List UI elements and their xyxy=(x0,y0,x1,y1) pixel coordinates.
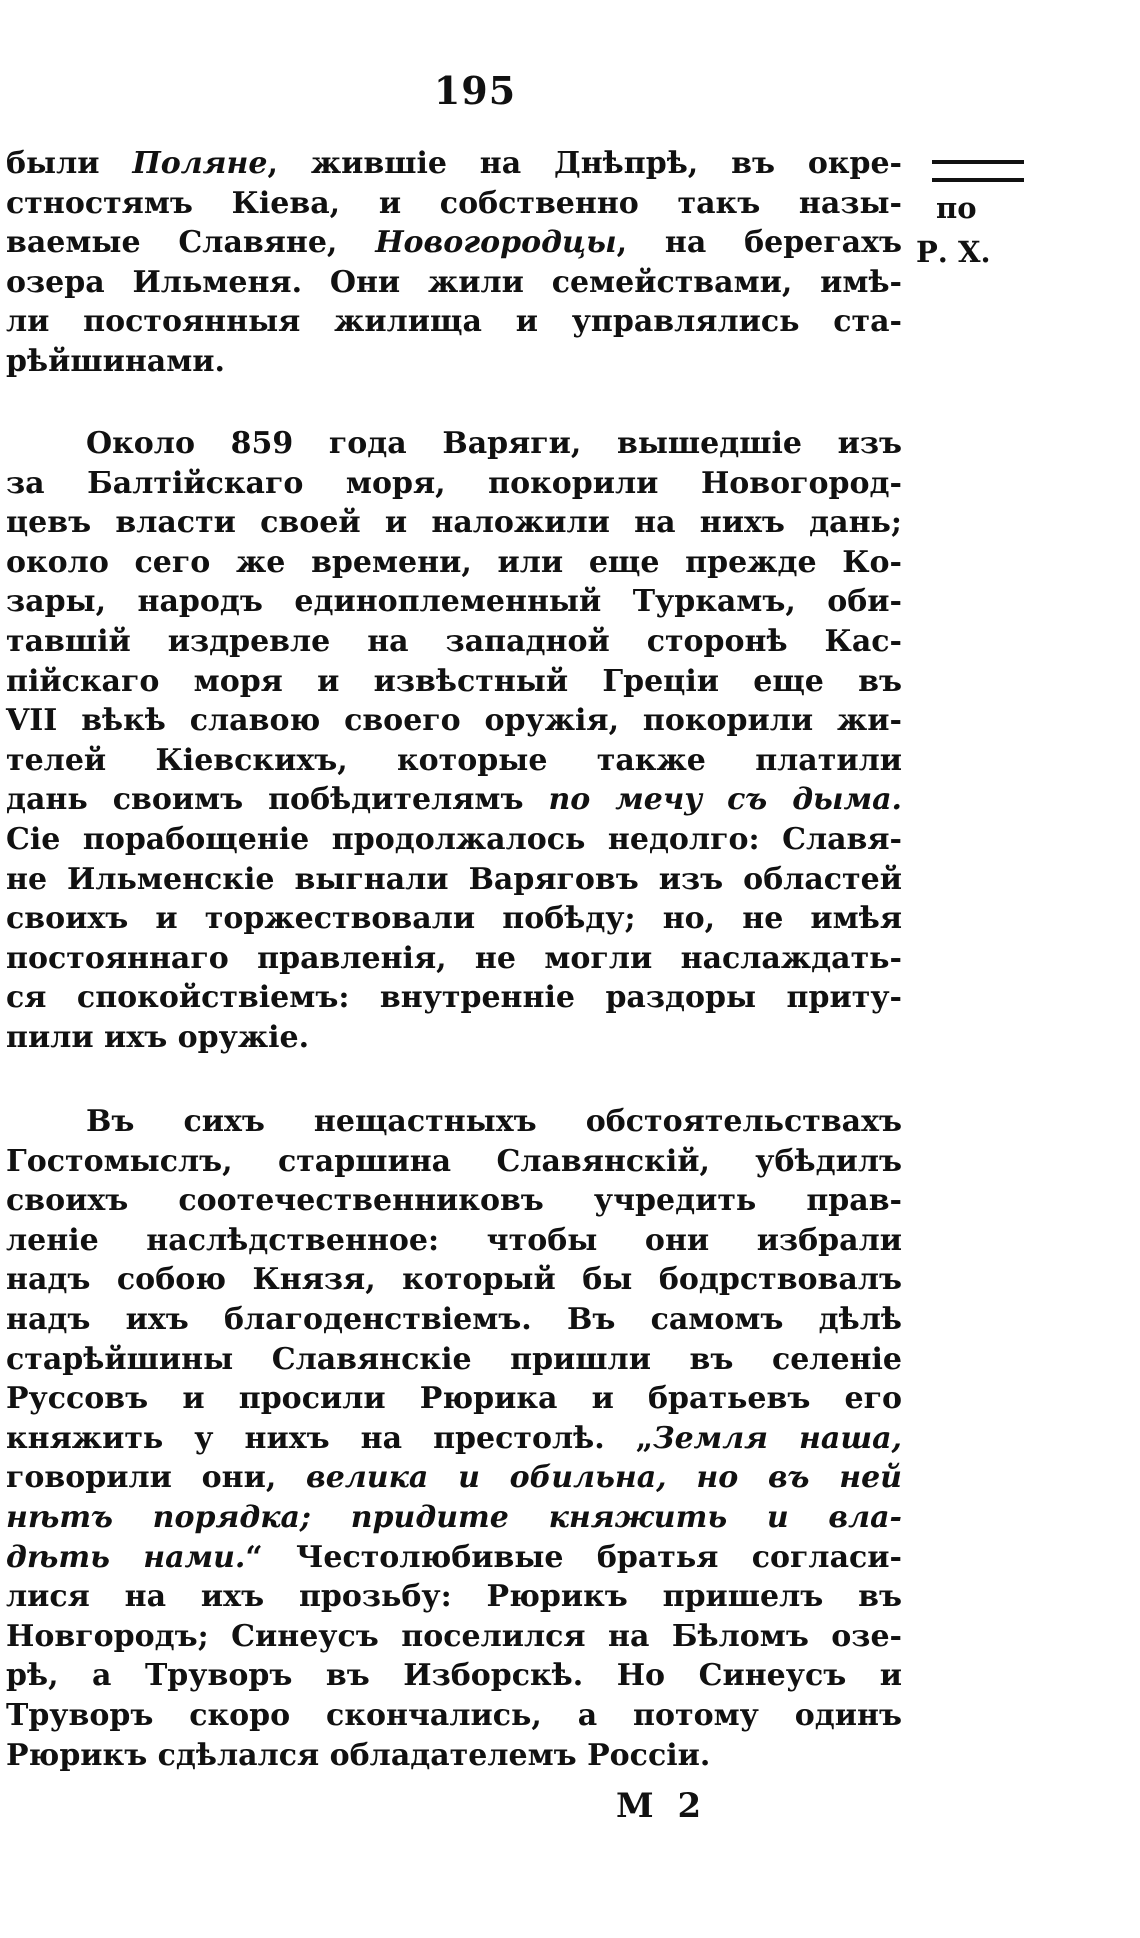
margin-rule xyxy=(932,160,1024,182)
italic-phrase: Земля наша, xyxy=(652,1420,902,1456)
text-run: VII вѣкѣ славою своего оружія, покорили жи- xyxy=(6,703,902,739)
text-line xyxy=(6,1419,902,1459)
text-run: цевъ власти своей и наложили на нихъ дань; xyxy=(6,505,902,541)
text-run: постояннаго правленія, не могли наслаждать- xyxy=(6,940,902,976)
text-run: ли постоянныя жилища и управлялись ста- xyxy=(6,304,902,340)
text-run: княжить у нихъ на престолѣ. „ xyxy=(6,1420,653,1456)
text-run: ваемые Славяне, xyxy=(6,225,376,261)
text-line xyxy=(6,1142,902,1182)
text-run: рѣ, а Труворъ въ Изборскѣ. Но Синеусъ и xyxy=(6,1658,902,1694)
text-line xyxy=(6,1300,902,1340)
text-run: стностямъ Кіева, и собственно такъ назы- xyxy=(6,185,902,221)
text-run: Новгородъ; Синеусъ поселился на Бѣломъ озе- xyxy=(6,1618,902,1654)
text-run: рѣйшинами. xyxy=(6,343,225,379)
text-run: говорили они, xyxy=(6,1460,307,1496)
text-line xyxy=(6,1736,902,1776)
text-run: лися на ихъ прозьбу: Рюрикъ пришелъ въ xyxy=(6,1579,902,1615)
text-line xyxy=(6,1458,902,1498)
italic-phrase: Новогородцы xyxy=(375,225,617,261)
text-run: леніе наслѣдственное: чтобы они избрали xyxy=(6,1222,902,1258)
text-run: около сего же времени, или еще прежде Ко- xyxy=(6,544,902,580)
text-run: Рюрикъ сдѣлался обладателемъ Россіи. xyxy=(6,1737,711,1773)
text-line xyxy=(6,302,902,342)
text-run: озера Ильменя. Они жили семействами, имѣ- xyxy=(6,264,902,300)
text-line xyxy=(6,1696,902,1736)
italic-phrase: по мечу съ дыма. xyxy=(548,782,902,818)
text-run: , жившіе на Днѣпрѣ, въ окре- xyxy=(267,146,903,181)
text-line xyxy=(6,1538,902,1578)
text-line xyxy=(6,1498,902,1538)
text-run: за Балтійскаго моря, покорили Новогород- xyxy=(6,465,902,501)
text-run: , на берегахъ xyxy=(616,225,902,261)
text-line xyxy=(6,701,902,741)
text-run: Руссовъ и просили Рюрика и братьевъ его xyxy=(6,1381,902,1417)
text-line xyxy=(6,1340,902,1380)
text-run: Около 859 года Варяги, вышедшіе изъ xyxy=(86,426,902,461)
italic-phrase: нѣтъ порядка; придите княжить и вла- xyxy=(6,1499,902,1535)
margin-note-line2: Р. Х. xyxy=(916,235,991,269)
text-line xyxy=(6,1018,902,1058)
italic-phrase: велика и обильна, но въ ней xyxy=(306,1460,902,1496)
text-line xyxy=(6,978,902,1018)
paragraph-1 xyxy=(6,144,902,382)
text-run: тавшій издревле на западной сторонѣ Кас- xyxy=(6,623,902,659)
text-run: дань своимъ побѣдителямъ xyxy=(6,782,549,818)
text-run: телей Кіевскихъ, которые также платили xyxy=(6,742,902,778)
text-run: Гостомыслъ, старшина Славянскій, убѣдилъ xyxy=(6,1143,902,1179)
text-line xyxy=(6,741,902,781)
text-line xyxy=(6,622,902,662)
text-line xyxy=(6,503,902,543)
text-line xyxy=(6,899,902,939)
signature-mark: М 2 xyxy=(616,1786,708,1826)
text-run: Сіе порабощеніе продолжалось недолго: Славя- xyxy=(6,821,902,857)
text-line xyxy=(6,1617,902,1657)
paragraph-2 xyxy=(6,424,902,1058)
text-line xyxy=(6,263,902,303)
margin-note-line1: по xyxy=(936,191,977,225)
text-run: старѣйшины Славянскіе пришли въ селеніе xyxy=(6,1341,902,1377)
text-line xyxy=(6,144,902,184)
text-line xyxy=(6,1260,902,1300)
text-line xyxy=(6,1181,902,1221)
text-run: своихъ соотечественниковъ учредить прав- xyxy=(6,1183,902,1219)
page-number: 195 xyxy=(433,68,517,113)
text-line xyxy=(6,184,902,224)
text-run: были xyxy=(6,146,133,181)
text-run: надъ ихъ благоденствіемъ. Въ самомъ дѣлѣ xyxy=(6,1301,902,1337)
text-run: зары, народъ единоплеменный Туркамъ, оби- xyxy=(6,584,902,620)
italic-phrase: Поляне xyxy=(132,146,268,181)
text-line xyxy=(6,424,902,464)
text-run: своихъ и торжествовали побѣду; но, не имѣя xyxy=(6,901,902,937)
text-run: Труворъ скоро скончались, а потому одинъ xyxy=(6,1697,902,1733)
text-run: “ Честолюбивые братья согласи- xyxy=(245,1539,902,1575)
text-line xyxy=(6,1221,902,1261)
text-line xyxy=(6,1379,902,1419)
text-line xyxy=(6,223,902,263)
paragraph-3 xyxy=(6,1102,902,1775)
text-line xyxy=(6,780,902,820)
text-line xyxy=(6,1102,902,1142)
text-run: надъ собою Князя, который бы бодрствовалъ xyxy=(6,1262,902,1298)
text-line xyxy=(6,1656,902,1696)
text-line xyxy=(6,662,902,702)
text-line xyxy=(6,860,902,900)
text-run: не Ильменскіе выгнали Варяговъ изъ областей xyxy=(6,861,902,897)
italic-phrase: дѣть нами. xyxy=(6,1539,246,1575)
text-line xyxy=(6,939,902,979)
text-line xyxy=(6,342,902,382)
text-line xyxy=(6,1577,902,1617)
text-run: пили ихъ оружіе. xyxy=(6,1019,310,1055)
text-line xyxy=(6,820,902,860)
text-run: пійскаго моря и извѣстный Греціи еще въ xyxy=(6,663,902,699)
text-line xyxy=(6,543,902,583)
text-line xyxy=(6,582,902,622)
text-run: Въ сихъ нещастныхъ обстоятельствахъ xyxy=(86,1104,902,1139)
text-line xyxy=(6,464,902,504)
text-run: ся спокойствіемъ: внутренніе раздоры приту- xyxy=(6,980,902,1016)
